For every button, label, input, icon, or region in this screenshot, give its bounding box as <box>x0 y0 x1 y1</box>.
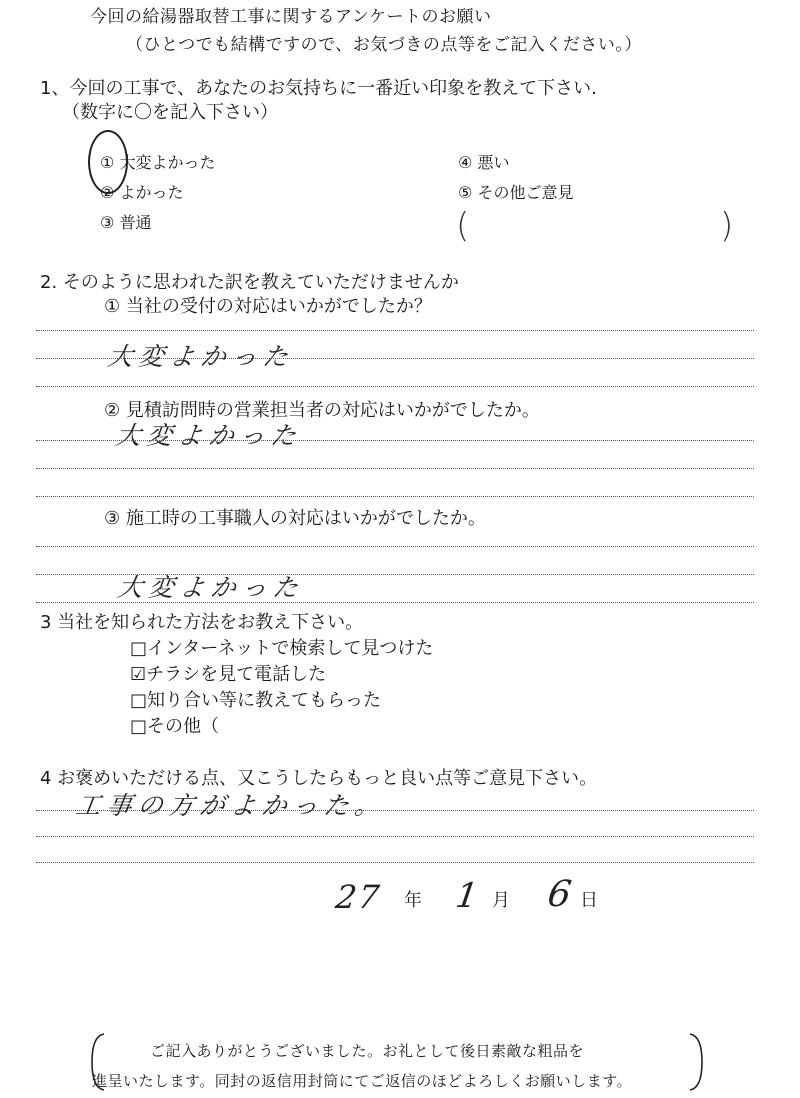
q2-sub1-answer[interactable]: 大変よかった <box>105 342 296 371</box>
answer-line <box>36 330 754 331</box>
q2-sub2-answer[interactable]: 大変よかった <box>113 421 304 450</box>
option-number: ② <box>100 183 115 202</box>
q1-option-5[interactable] <box>458 180 573 203</box>
q4-answer[interactable]: 工事の方がよかった。 <box>73 791 388 820</box>
q1-option-2[interactable] <box>100 180 183 203</box>
answer-line <box>36 546 754 547</box>
q3-option-3[interactable] <box>130 686 381 712</box>
q1-note: （数字に〇を記入下さい） <box>62 102 278 123</box>
option-number: ④ <box>458 153 473 172</box>
answer-line <box>36 602 754 603</box>
q2-sub3-label: ③ 施工時の工事職人の対応はいかがでしたか。 <box>104 508 486 529</box>
option-label: よかった <box>119 183 184 202</box>
checkbox-icon[interactable]: □ <box>130 638 148 659</box>
date-month-label: 月 <box>492 890 510 911</box>
answer-line <box>36 386 754 387</box>
footer-right-bracket <box>682 1030 712 1094</box>
option-label: その他ご意見 <box>477 183 574 202</box>
option-label: 普通 <box>119 213 152 232</box>
q1-question: 1、今回の工事で、あなたのお気持ちに一番近い印象を教えて下さい. <box>40 78 597 99</box>
option-number: ① <box>100 153 115 172</box>
date-year-value[interactable]: 27 <box>333 878 384 916</box>
other-close-paren: ) <box>720 206 734 246</box>
date-month-value[interactable]: 1 <box>453 876 487 916</box>
q2-sub1-label: ① 当社の受付の対応はいかがでしたか？ <box>104 296 432 317</box>
survey-subtitle: （ひとつでも結構ですので、お気づきの点等をご記入ください。） <box>126 35 642 55</box>
answer-line <box>36 836 754 837</box>
date-day-value[interactable]: 6 <box>545 874 580 915</box>
option-number: ③ <box>100 213 115 232</box>
q1-option-4[interactable] <box>458 150 509 173</box>
q3-option-1[interactable] <box>130 634 433 660</box>
option-label: 知り合い等に教えてもらった <box>147 690 382 711</box>
q2-question: 2. そのように思われた訳を教えていただけませんか <box>40 272 459 293</box>
option-label: 悪い <box>477 153 510 172</box>
footer-line-2: 進呈いたします。同封の返信用封筒にてご返信のほどよろしくお願いします。 <box>92 1072 633 1090</box>
option-label: その他（ <box>147 716 220 737</box>
q4-question: 4 お褒めいただける点、又こうしたらもっと良い点等ご意見下さい。 <box>40 768 598 789</box>
survey-title: 今回の給湯器取替工事に関するアンケートのお願い <box>90 7 492 27</box>
checkbox-icon[interactable]: □ <box>130 716 148 737</box>
option-label: インターネットで検索して見つけた <box>147 638 434 659</box>
answer-line <box>36 440 754 441</box>
checkbox-icon[interactable]: □ <box>130 690 148 711</box>
option-label: 大変よかった <box>119 153 216 172</box>
q2-sub3-answer[interactable]: 大変よかった <box>115 573 306 602</box>
q1-option-3[interactable] <box>100 210 151 233</box>
q3-option-2[interactable] <box>130 660 326 686</box>
date-year-label: 年 <box>404 890 422 911</box>
checked-checkbox-icon[interactable]: ☑ <box>130 664 147 685</box>
q1-option-1[interactable] <box>100 150 215 173</box>
other-open-paren: ( <box>456 206 470 246</box>
date-day-label: 日 <box>580 890 598 911</box>
answer-line <box>36 358 754 359</box>
q3-option-4[interactable] <box>130 712 219 738</box>
option-label: チラシを見て電話した <box>146 664 327 685</box>
footer-line-1: ご記入ありがとうございました。お礼として後日素敵な粗品を <box>150 1042 585 1060</box>
q3-question: 3 当社を知られた方法をお教え下さい。 <box>40 612 364 633</box>
option-number: ⑤ <box>458 183 473 202</box>
answer-line <box>36 810 754 811</box>
q2-sub2-label: ② 見積訪問時の営業担当者の対応はいかがでしたか。 <box>104 400 540 421</box>
answer-line <box>36 468 754 469</box>
answer-line <box>36 862 754 863</box>
answer-line <box>36 496 754 497</box>
